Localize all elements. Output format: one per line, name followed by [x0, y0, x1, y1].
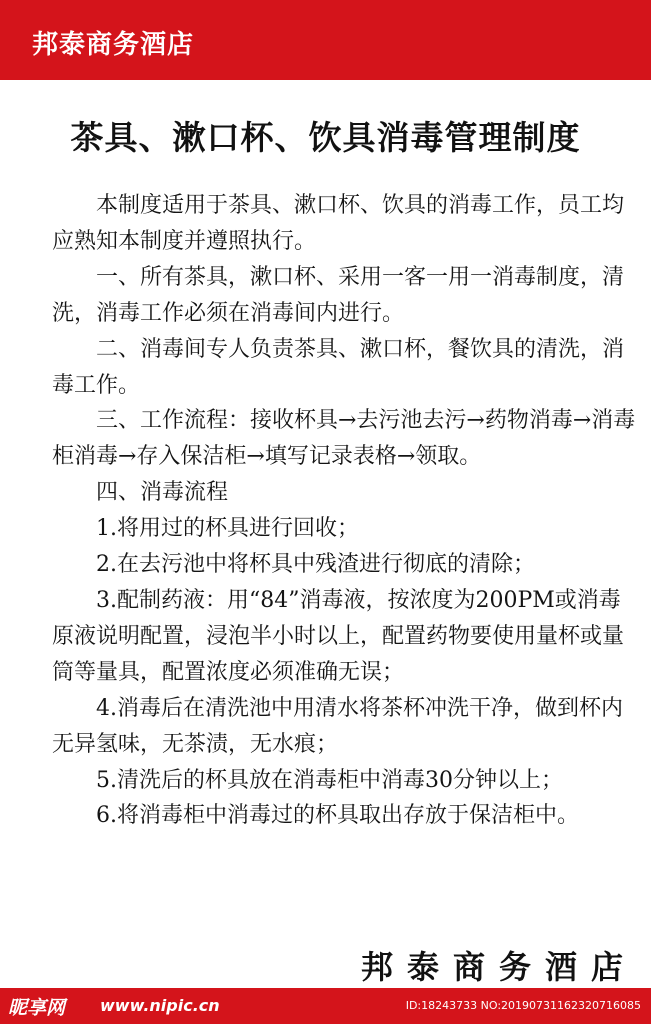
step-6: 6.将消毒柜中消毒过的杯具取出存放于保洁柜中。: [96, 803, 579, 829]
step-4: 4.消毒后在清洗池中用清水将茶杯冲洗干净，做到杯内无异氢味，无茶渍，无水痕；: [52, 695, 623, 757]
paragraph-scope: 本制度适用于茶具、漱口杯、饮具的消毒工作，员工均应熟知本制度并遵照执行。: [52, 193, 625, 254]
step-1: 1.将用过的杯具进行回收；: [96, 516, 359, 542]
watermark-site: www.nipic.cn: [100, 996, 220, 1015]
paragraph-rule-3: 三、工作流程：接收杯具→去污池去污→药物消毒→消毒柜消毒→存入保洁柜→填写记录表格→领取。: [52, 408, 636, 470]
step-2: 2.在去污池中将杯具中残渣进行彻底的清除；: [96, 552, 535, 578]
watermark-brand: 昵享网: [8, 997, 66, 1019]
document-title: 茶具、漱口杯、饮具消毒管理制度: [70, 118, 581, 157]
watermark-bar: [0, 988, 651, 1024]
paragraph-rule-4-heading: 四、消毒流程: [96, 480, 229, 506]
step-5: 5.清洗后的杯具放在消毒柜中消毒30分钟以上；: [96, 767, 563, 793]
header-hotel-name: 邦泰商务酒店: [32, 30, 195, 60]
footer-hotel-name: 邦泰商务酒店: [360, 948, 637, 986]
step-3: 3.配制药液：用“84”消毒液，按浓度为200PM或消毒原液说明配置，浸泡半小时以上，配置药物要使用量杯或量筒等量具，配置浓度必须准确无误；: [52, 587, 625, 685]
document-body: [52, 188, 637, 834]
paragraph-rule-2: 二、消毒间专人负责茶具、漱口杯，餐饮具的清洗，消毒工作。: [52, 336, 625, 398]
paragraph-rule-1: 一、所有茶具，漱口杯、采用一客一用一消毒制度，清洗，消毒工作必须在消毒间内进行。: [52, 264, 625, 326]
watermark-id: ID:18243733 NO:20190731162320716085: [405, 999, 641, 1012]
header-bar: [0, 0, 651, 80]
